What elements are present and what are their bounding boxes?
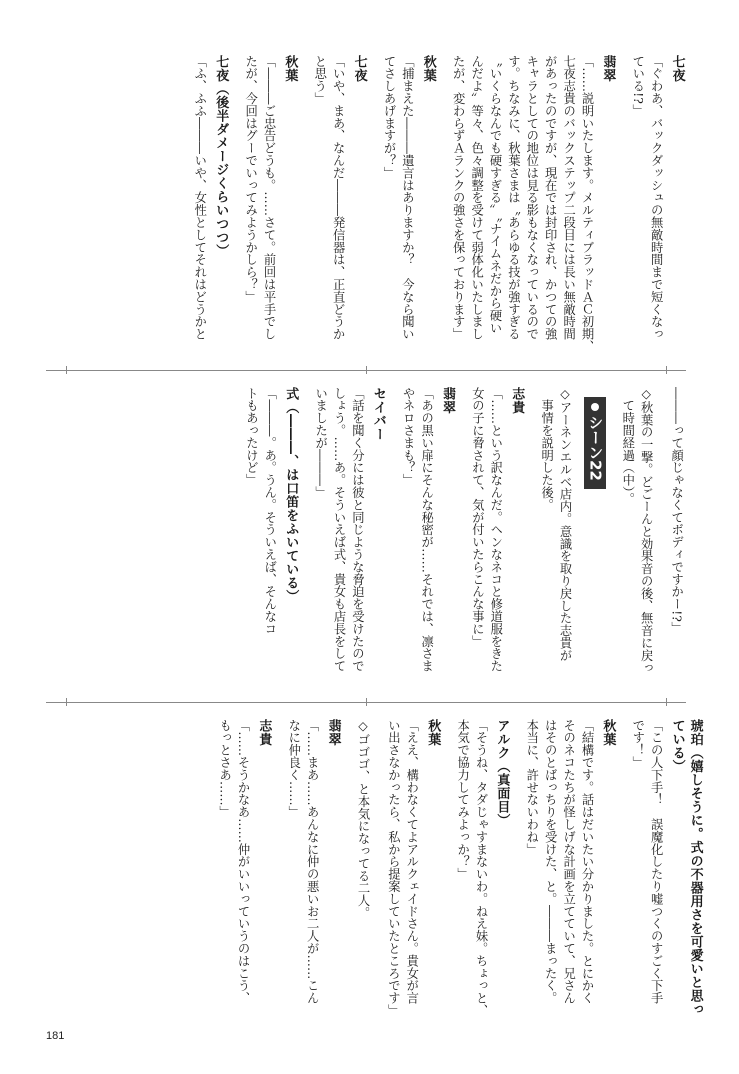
dialogue-line: 「……という訳なんだ。ヘンなネコと修道服をきた bbox=[488, 387, 503, 673]
speaker-name: 秋葉 bbox=[420, 55, 436, 82]
tier-bottom bbox=[46, 719, 703, 1021]
speaker-name: 琥珀（嬉しそうに。式の不器用さを可愛いと思っている） bbox=[669, 719, 703, 1016]
speaker-name: 志貴 bbox=[256, 719, 272, 746]
dialogue-line: です！」 bbox=[630, 719, 645, 769]
dialogue-line: ている!?」 bbox=[630, 55, 645, 117]
dialogue-line: んだよ〟等々、色々調整を受けて弱体化いたしまし bbox=[469, 55, 484, 341]
dialogue-line: ◇ゴゴゴ、と本気になってる二人。 bbox=[356, 719, 370, 920]
dialogue-line: トもあったけど」 bbox=[244, 387, 259, 487]
speaker-name: 七夜（後半ダメージくらいつつ） bbox=[213, 55, 229, 258]
dialogue-line: やネロさまも？」 bbox=[401, 387, 416, 487]
dialogue-line: 「いや、まあ、なんだ―――発信器は、正直どうか bbox=[331, 55, 346, 341]
dialogue-line: 「結構です。話はだいたい分かりました。とにかく bbox=[580, 719, 594, 1005]
dialogue-line: 「ええ、構わなくてよアルクェイドさん。貴女が言 bbox=[404, 719, 419, 1005]
dialogue-line: 本当に、許せないわね」 bbox=[524, 719, 539, 856]
dialogue-line: 「ふ、ふふ―――いや、女性としてそれはどうかと bbox=[192, 55, 207, 341]
speaker-name: アルク（真面目） bbox=[494, 719, 510, 827]
dialogue-line: たが、今回はグーでいってみようかしら？」 bbox=[243, 55, 258, 303]
dialogue-line: 「ぐわあ、バックダッシュの無敵時間まで短くなっ bbox=[649, 55, 664, 341]
dialogue-line: 「……説明いたします。メルティブラッドＡＣ初期、 bbox=[580, 55, 594, 353]
dialogue-line: はそのとばっちりを受けた、と。―――まったく。 bbox=[543, 719, 558, 1005]
dialogue-line: ―――って顔じゃなくてボディですかー!?」 bbox=[669, 387, 684, 635]
speaker-name: 七夜 bbox=[351, 55, 367, 82]
dialogue-line: 本気で協力してみよっか？」 bbox=[455, 719, 470, 881]
speaker-name: 翡翠 bbox=[600, 55, 616, 82]
scene-heading bbox=[584, 397, 606, 489]
dialogue-line: いましたが―――」 bbox=[313, 387, 328, 499]
separator-tick bbox=[366, 366, 367, 374]
dialogue-line: てさしあげますが？」 bbox=[382, 55, 396, 179]
speaker-name: 秋葉 bbox=[600, 719, 616, 746]
dialogue-line: 「―――。あ。うん。そういえば、そんなコ bbox=[262, 387, 277, 635]
speaker-name: 七夜 bbox=[669, 55, 685, 82]
dialogue-line: 「……そうかなあ……仲がいいっていうのはこう、 bbox=[236, 719, 250, 1005]
separator-tick bbox=[666, 366, 667, 374]
scene-title: シーン22 bbox=[586, 415, 605, 481]
dialogue-line: 「……まあ……あんなに仲の悪いお二人が……こん bbox=[305, 719, 320, 1005]
dialogue-line: なに仲良く……」 bbox=[286, 719, 301, 819]
tier-top bbox=[46, 55, 686, 357]
speaker-name: 翡翠 bbox=[325, 719, 341, 746]
tier-middle bbox=[46, 387, 686, 689]
speaker-name: 秋葉 bbox=[282, 55, 298, 82]
dialogue-line: そのネコたちが怪しげな計画を立てていて、兄さん bbox=[561, 719, 576, 1005]
dialogue-line: キャラとしての地位は見る影もなくなっているので bbox=[524, 55, 539, 341]
dialogue-line: もっとさあ……」 bbox=[217, 719, 232, 819]
dialogue-line: 「あの黒い扉にそんな秘密が……それでは、凛さま bbox=[419, 387, 434, 673]
dialogue-line: 〝いくらなんでも硬すぎる〟〝ナイムネだから硬い bbox=[488, 55, 502, 335]
dialogue-line: 「そうね、タダじゃすまないわ。ねえ妹。ちょっと、 bbox=[474, 719, 488, 1017]
dialogue-line: があったのですが、現在では封印され、かつての強 bbox=[543, 55, 558, 341]
dialogue-line: 「―――ご忠告どうも。……さて。前回は平手でし bbox=[262, 55, 276, 341]
speaker-name: 式（―――、は口笛をふいている） bbox=[283, 387, 299, 603]
dialogue-line: たが、変わらずＡランクの強さを保っております」 bbox=[451, 55, 466, 341]
dialogue-line: す。ちなみに、秋葉さまは〝あらゆる技が強すぎる bbox=[506, 55, 521, 341]
separator-tick bbox=[666, 698, 667, 706]
dialogue-line: 「この人下手！ 誤魔化したり嘘つくのすごく下手 bbox=[649, 719, 664, 1005]
speaker-name: 翡翠 bbox=[440, 387, 455, 414]
dialogue-line: 「話を聞く分には彼と同じような脅迫を受けたので bbox=[350, 387, 365, 673]
dialogue-line: しょう。……あ。そういえば式、貴女も店長をして bbox=[332, 387, 346, 673]
speaker-name: 志貴 bbox=[509, 387, 525, 414]
dialogue-line: 女の子に脅されて、気が付いたらこんな事に」 bbox=[470, 387, 485, 648]
dialogue-line: と思う」 bbox=[312, 55, 327, 105]
separator-tick bbox=[66, 698, 67, 706]
dialogue-line: 事情を説明した後。 bbox=[539, 387, 554, 511]
dialogue-line: 「捕まえた―――遺言はありますか？ 今なら聞い bbox=[400, 55, 415, 341]
separator-tick bbox=[66, 366, 67, 374]
dialogue-line: ◇アーネンエルベ店内。意識を取り戻した志貴が bbox=[558, 387, 572, 662]
speaker-name: セイバー bbox=[370, 387, 386, 441]
dialogue-line: い出さなかったら、私から提案していたところです」 bbox=[386, 719, 401, 1017]
bullet-icon bbox=[591, 403, 599, 411]
separator-tick bbox=[366, 698, 367, 706]
dialogue-line: 七夜志貴のバックステップ二段目には長い無敵時間 bbox=[561, 55, 576, 341]
dialogue-line: て時間経過（中）。 bbox=[620, 387, 635, 505]
page-number: 181 bbox=[46, 1030, 65, 1042]
speaker-name: 秋葉 bbox=[425, 719, 441, 746]
dialogue-line: ◇秋葉の一撃。どごーんと効果音の後、無音に戻っ bbox=[639, 387, 654, 674]
